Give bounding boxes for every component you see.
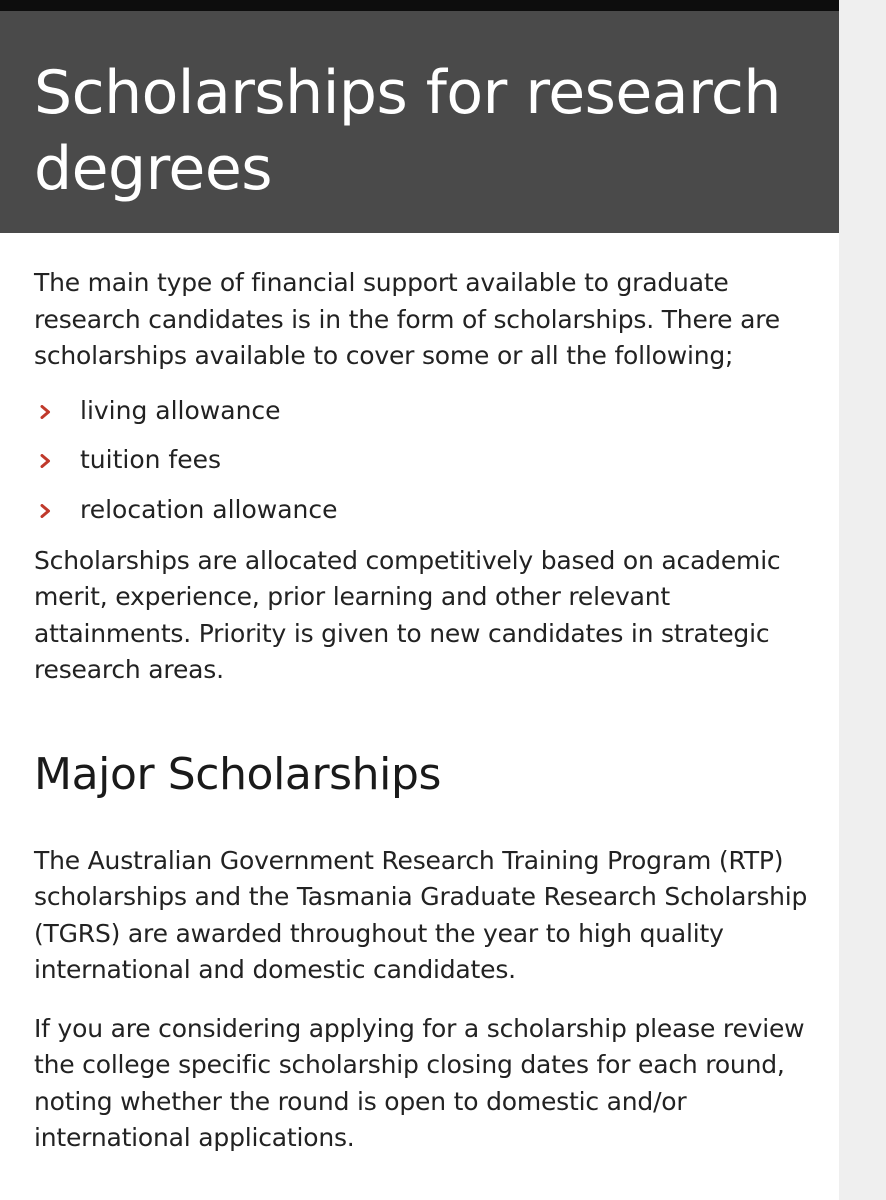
list-item: [34, 492, 809, 528]
section-heading-major-scholarships: Major Scholarships: [34, 748, 442, 800]
scroll-rail: [839, 0, 886, 1200]
intro-paragraph: The main type of financial support available to graduate research candidates is in the form of scholarships. There are scholarships available to cover some or all the following;: [34, 268, 780, 370]
chevron-right-icon: [40, 504, 52, 518]
closing-dates-paragraph: If you are considering applying for a scholarship please review the college specific scholarship closing dates for each round, noting whether the round is open to domestic and/or international applications.: [34, 1013, 805, 1152]
list-item-label: relocation allowance: [80, 494, 338, 524]
list-item-label: living allowance: [80, 395, 281, 425]
allocation-paragraph: Scholarships are allocated competitively based on academic merit, experience, prior learning and other relevant attainments. Priority is given to new candidates in strategic research areas.: [34, 545, 781, 684]
rtp-paragraph: The Australian Government Research Training Program (RTP) scholarships and the Tasmania Graduate Research Scholarship (TGRS) are awarded throughout the year to high quality international and domestic candidates.: [34, 845, 808, 984]
chevron-right-icon: [40, 405, 52, 419]
chevron-right-icon: [40, 454, 52, 468]
list-item: [34, 442, 809, 478]
top-strip: [0, 0, 839, 11]
list-item-label: tuition fees: [80, 445, 222, 474]
main-content: [0, 233, 839, 1157]
page-header: [0, 11, 839, 233]
list-item: [34, 393, 809, 429]
page-title: Scholarships for research degrees: [34, 58, 781, 204]
support-list: [34, 393, 809, 528]
